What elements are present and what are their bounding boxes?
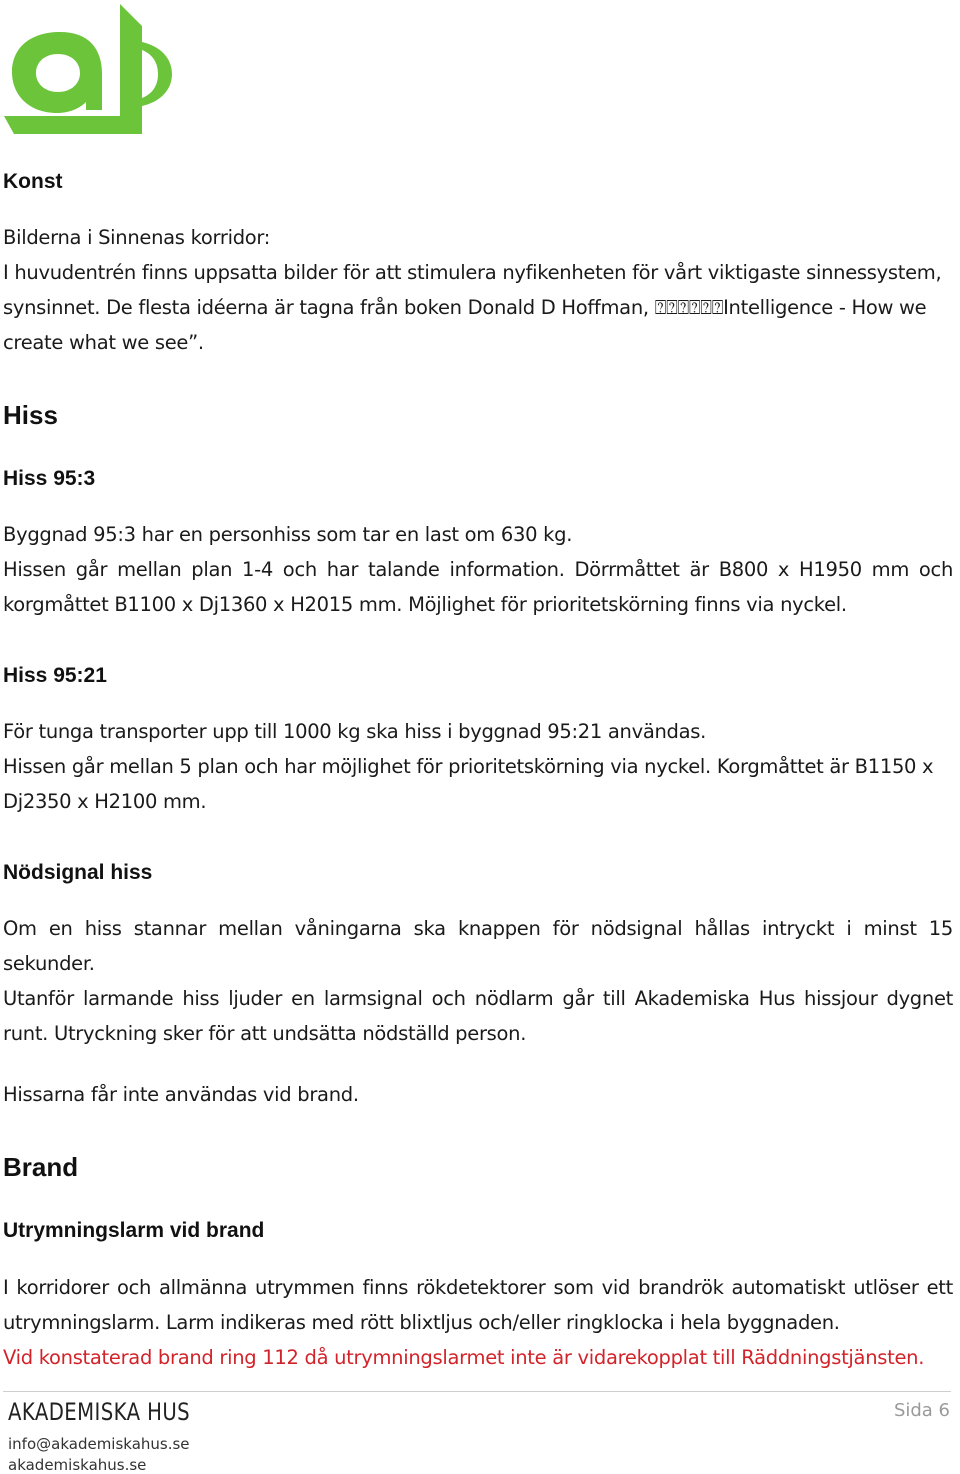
- footer-company: AKADEMISKA HUS: [8, 1398, 191, 1426]
- hiss-95-3-line2: Hissen går mellan plan 1-4 och har talande information. Dörrmåttet är B800 x H1950 mm och korgmåttet B1100 x Dj1360 x H2015 mm. Möjlighet för prioritetskörning finns via nyckel.: [3, 558, 953, 616]
- page-number: Sida 6: [893, 1400, 950, 1421]
- hiss-95-21-line1: För tunga transporter upp till 1000 kg ska hiss i byggnad 95:21 användas.: [3, 720, 707, 743]
- nodsignal-heading: Nödsignal hiss: [3, 861, 153, 884]
- akademiska-hus-logo: [2, 2, 174, 134]
- nodsignal-line3: Hissarna får inte användas vid brand.: [3, 1083, 359, 1106]
- brand-heading: Brand: [3, 1152, 79, 1182]
- hiss-95-3-heading: Hiss 95:3: [3, 467, 96, 490]
- logo-letter-a: [12, 32, 102, 113]
- hiss-95-21-line2: Hissen går mellan 5 plan och har möjlighet för prioritetskörning via nyckel. Korgmåttet är B1150 x Dj2350 x H2100 mm.: [3, 755, 934, 813]
- footer-email[interactable]: info@akademiskahus.se: [8, 1435, 190, 1453]
- footer-divider: [3, 1391, 951, 1392]
- hiss-95-3-line1: Byggnad 95:3 har en personhiss som tar en last om 630 kg.: [3, 523, 573, 546]
- utrymning-line1: I korridorer och allmänna utrymmen finns rökdetektorer som vid brandrök automatiskt utlöser ett utrymningslarm. Larm indikeras med rött blixtljus och/eller ringklocka i hela byggnaden.: [3, 1276, 953, 1334]
- logo-letter-p: [120, 4, 172, 134]
- konst-heading: Konst: [3, 170, 63, 193]
- logo-base-bar: [4, 116, 136, 134]
- konst-lead: Bilderna i Sinnenas korridor:: [3, 226, 271, 249]
- utrymning-warning: Vid konstaterad brand ring 112 då utrymningslarmet inte är vidarekopplat till Räddningstjänsten.: [3, 1346, 925, 1369]
- utrymning-heading: Utrymningslarm vid brand: [3, 1219, 265, 1242]
- footer-website[interactable]: akademiskahus.se: [8, 1456, 147, 1474]
- hiss-heading: Hiss: [3, 400, 58, 430]
- nodsignal-line1: Om en hiss stannar mellan våningarna ska knappen för nödsignal hållas intryckt i minst 15 sekunder.: [3, 917, 953, 975]
- konst-body: I huvudentrén finns uppsatta bilder för att stimulera nyfikenheten för vårt viktigaste sinnessystem, synsinnet. De flesta idéerna är tagna från boken Donald D Hoffman, ⍰⍰⍰⍰⍰⍰Intelligence - How we create what we see”.: [3, 261, 942, 354]
- nodsignal-line2: Utanför larmande hiss ljuder en larmsignal och nödlarm går till Akademiska Hus hissjour dygnet runt. Utryckning sker för att undsätta nödställd person.: [3, 987, 953, 1045]
- hiss-95-21-heading: Hiss 95:21: [3, 664, 107, 687]
